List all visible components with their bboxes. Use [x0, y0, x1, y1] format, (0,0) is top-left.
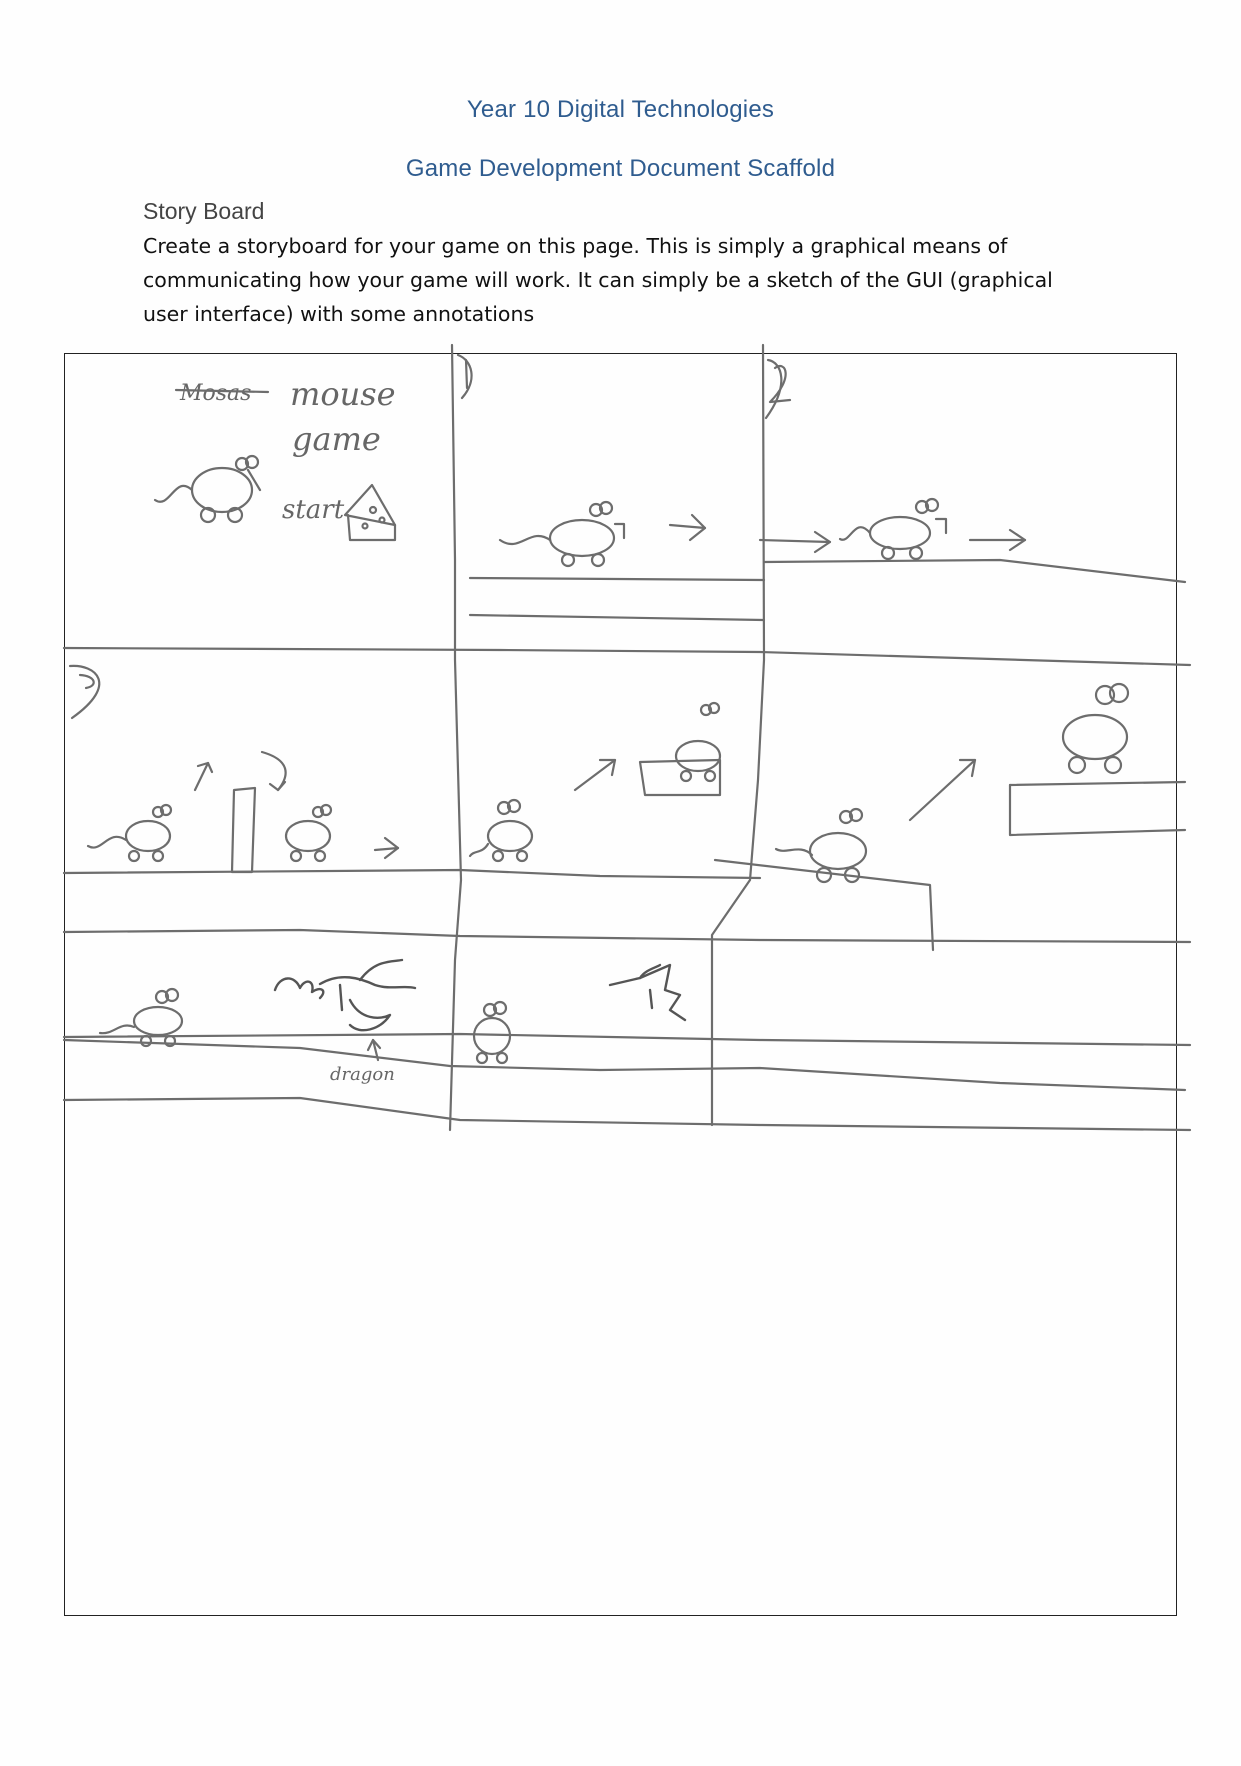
- storyboard-frame: [64, 353, 1177, 1616]
- instructions-text: Create a storyboard for your game on this page. This is simply a graphical means of communicating how your game will work. It can simply be a sketch of the GUI (graphical user interface) with some annotations: [143, 234, 1053, 326]
- game-title-line-2: game: [292, 420, 381, 458]
- document-title: Year 10 Digital Technologies: [466, 96, 775, 123]
- section-heading: Story Board: [143, 198, 265, 224]
- crossed-out-word: Mosas: [180, 381, 252, 406]
- dragon-label: dragon: [330, 1064, 395, 1085]
- start-label: start: [282, 495, 345, 525]
- game-title-line-1: mouse: [290, 375, 396, 413]
- document-subtitle: Game Development Document Scaffold: [405, 155, 836, 182]
